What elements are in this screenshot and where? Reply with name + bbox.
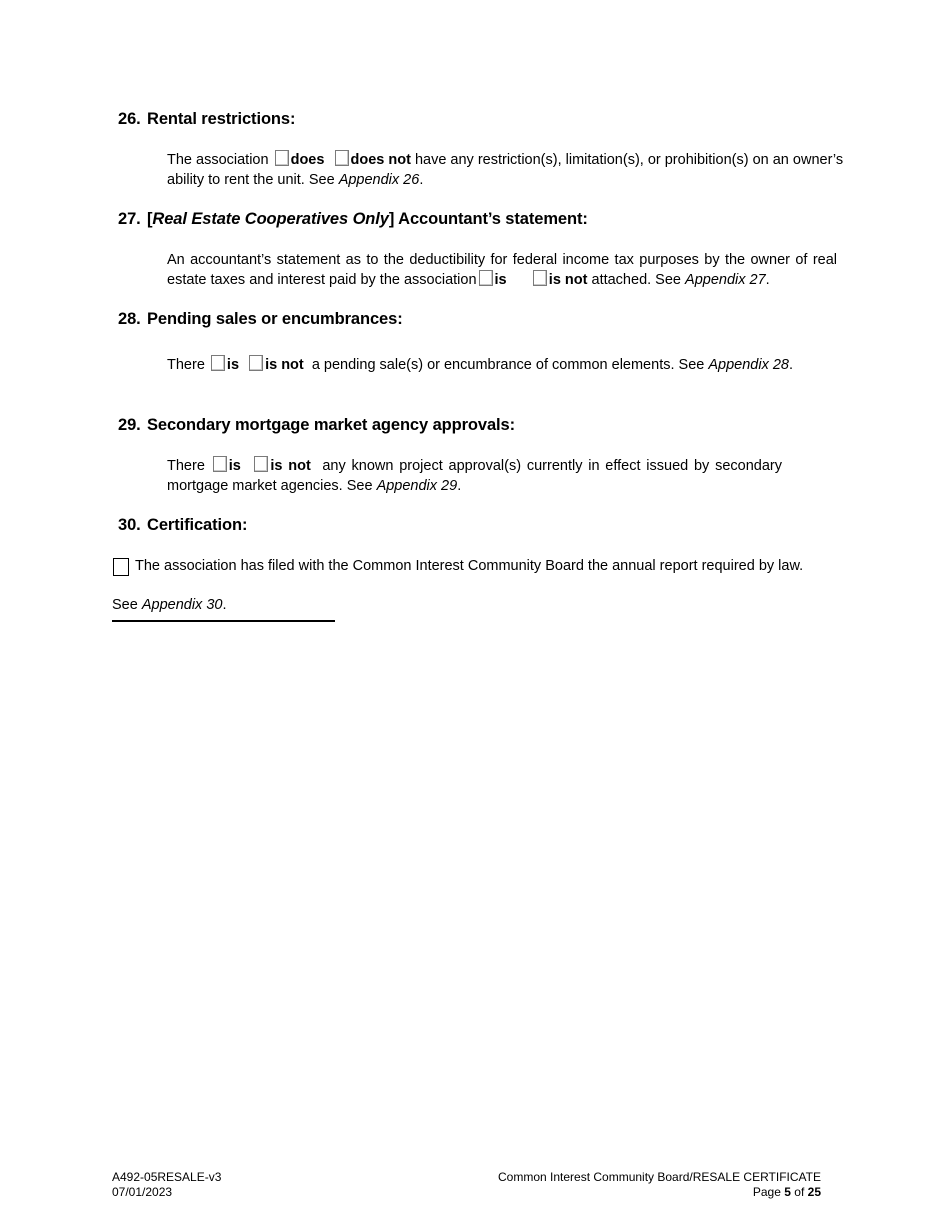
page-indicator: Page 5 of 25 <box>752 1185 821 1199</box>
section-27-body: An accountant’s statement as to the deductibility for federal income tax purposes by the owner of real estate taxes and interest paid by the association is is not attached. See Appendix 27. <box>167 252 837 288</box>
appendix-28-reference: Appendix 28 <box>708 357 789 373</box>
is-not-label: is not <box>265 357 304 373</box>
appendix-30-reference: Appendix 30 <box>141 597 223 613</box>
section-title: ] Accountant’s statement: <box>388 210 588 228</box>
section-29-body: There is is not any known project approval(s) currently in effect issued by secondary mortgage market agencies. See Appendix 29. <box>167 458 782 494</box>
certification-statement: The association has filed with the Common Interest Community Board the annual report required by law. <box>135 558 804 574</box>
section-title-qualifier: Real Estate Cooperatives Only <box>152 210 389 228</box>
does-checkbox[interactable] <box>275 150 289 166</box>
checkbox-box[interactable] <box>113 558 129 576</box>
section-number: 26. <box>118 110 141 128</box>
is-attached-checkbox[interactable] <box>479 270 493 286</box>
section-number: 27. <box>118 210 141 228</box>
section-29-heading <box>118 416 515 435</box>
section-title: Pending sales or encumbrances: <box>147 310 403 328</box>
section-28-body: There is is not a pending sale(s) or encumbrance of common elements. See Appendix 28. <box>167 357 794 373</box>
certification-checkbox[interactable] <box>113 558 129 581</box>
form-date: 07/01/2023 <box>112 1185 173 1199</box>
is-label: is <box>228 458 241 474</box>
section-26-body: The association does does not have any restriction(s), limitation(s), or prohibition(s) on an owner’s ability to rent the unit. See Appendix 26. <box>167 152 844 188</box>
section-27-heading: 27. [Real Estate Cooperatives Only] Accountant’s statement: <box>118 210 588 228</box>
is-label: is <box>494 272 507 288</box>
section-number: 29. <box>118 416 141 434</box>
total-pages: 25 <box>807 1185 821 1199</box>
is-pending-checkbox[interactable] <box>211 355 225 371</box>
is-not-attached-checkbox[interactable] <box>533 270 547 286</box>
does-not-label: does not <box>350 152 411 168</box>
is-not-pending-checkbox[interactable] <box>249 355 263 371</box>
is-label: is <box>226 357 240 373</box>
document-title: Common Interest Community Board/RESALE CERTIFICATE <box>498 1170 821 1184</box>
footer-right <box>498 1170 821 1200</box>
does-not-checkbox[interactable] <box>335 150 349 166</box>
section-30-heading <box>118 516 247 535</box>
section-28-heading <box>118 310 403 329</box>
section-title: Rental restrictions: <box>147 110 296 128</box>
is-not-label: is not <box>270 458 311 474</box>
footer-left <box>112 1170 221 1200</box>
appendix-26-reference: Appendix 26 <box>338 172 420 188</box>
does-label: does <box>290 152 325 168</box>
section-title: Certification: <box>147 516 248 534</box>
is-approval-checkbox[interactable] <box>213 456 227 472</box>
appendix-30-line: See Appendix 30. <box>112 597 227 613</box>
section-title: Secondary mortgage market agency approvals: <box>147 416 516 434</box>
appendix-29-reference: Appendix 29 <box>376 478 458 494</box>
appendix-27-reference: Appendix 27 <box>685 272 766 288</box>
section-26-heading <box>118 110 295 129</box>
is-not-label: is not <box>548 272 588 288</box>
current-page: 5 <box>784 1185 791 1199</box>
is-not-approval-checkbox[interactable] <box>254 456 268 472</box>
section-number: 30. <box>118 516 141 534</box>
signature-rule <box>112 620 335 622</box>
form-id: A492-05RESALE-v3 <box>112 1170 222 1184</box>
section-number: 28. <box>118 310 141 328</box>
